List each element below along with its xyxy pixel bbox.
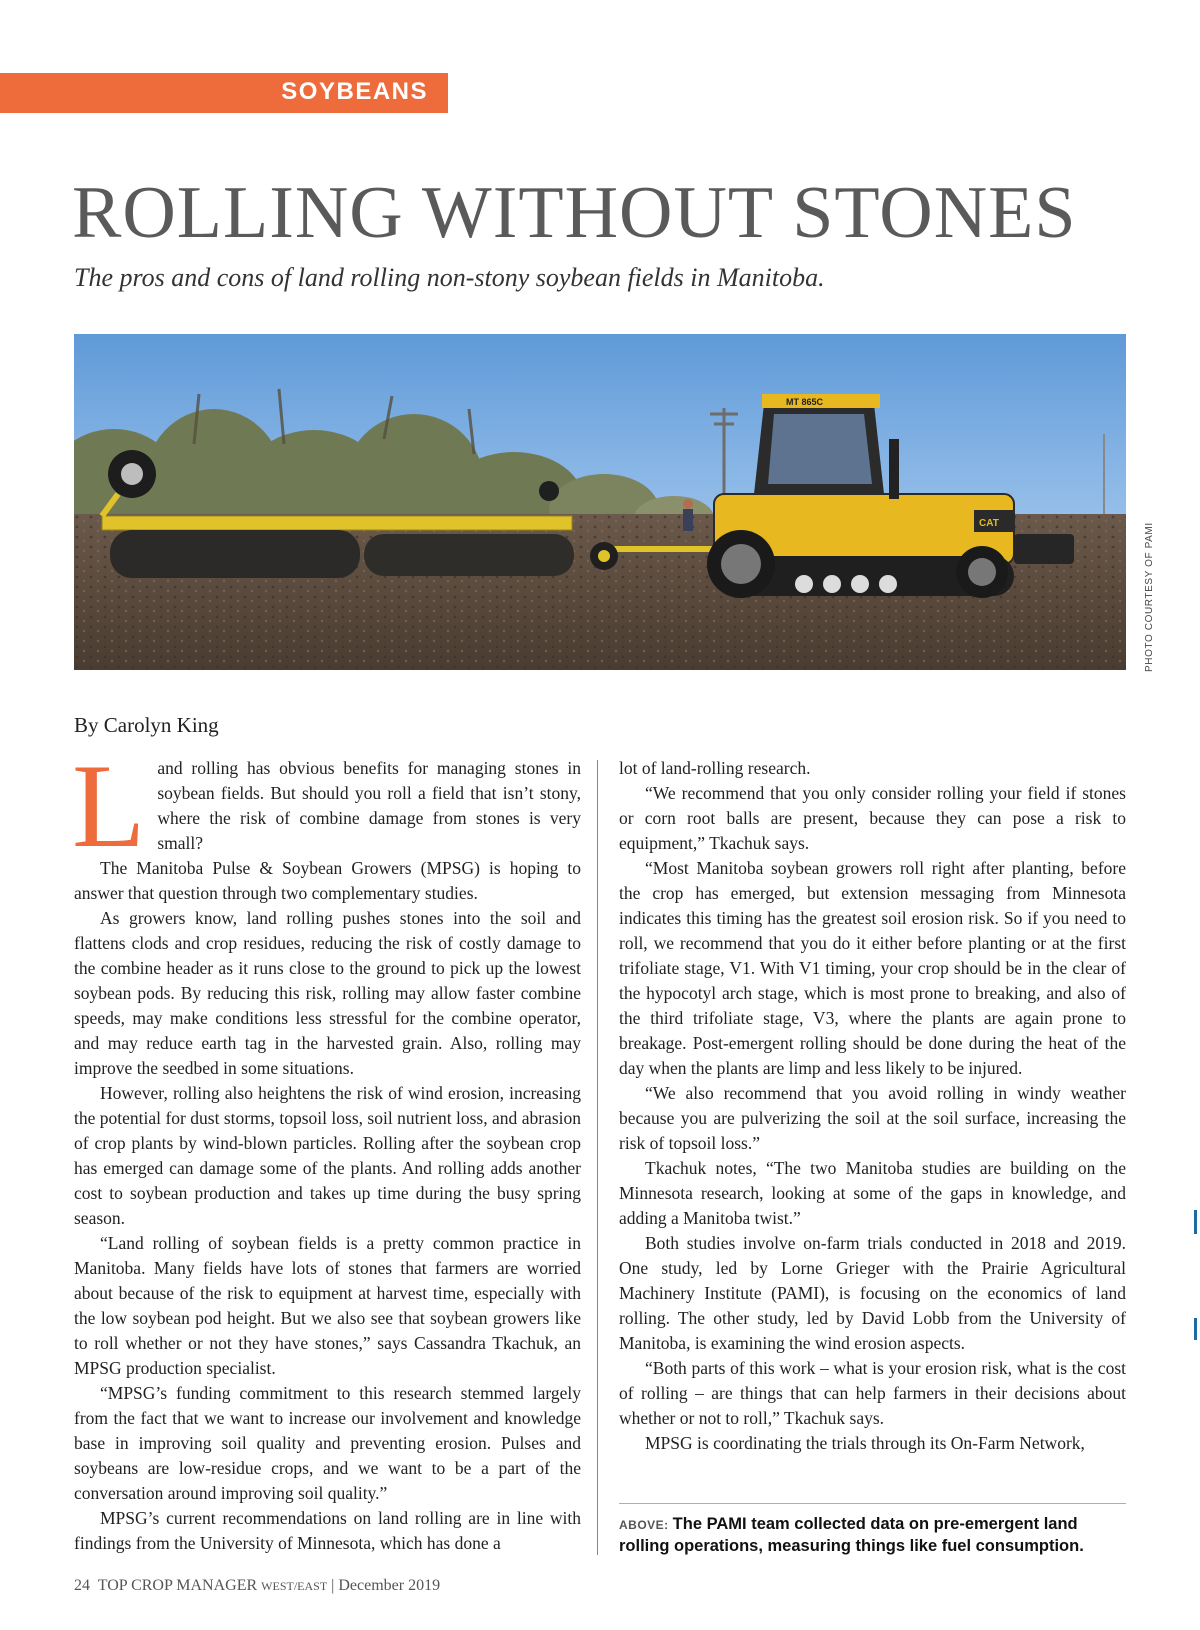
body-paragraph: The Manitoba Pulse & Soybean Growers (MPSG) is hoping to answer that question through two complementary studies. [74, 858, 581, 903]
photo-credit: PHOTO COURTESY OF PAMI [1144, 522, 1155, 672]
body-paragraph: “MPSG’s funding commitment to this research stemmed largely from the fact that we want to increase our involvement and knowledge base in improving soil quality and preventing erosion. Pulses and soybeans are low-residue crops, and we want to be a part of the conversation around improving soil quality.” [74, 1383, 581, 1503]
body-paragraph: “Both parts of this work – what is your erosion risk, what is the cost of rolling – are things that can help farmers in their decisions about whether or not to roll,” Tkachuk says. [619, 1358, 1126, 1428]
body-paragraph: Tkachuk notes, “The two Manitoba studies are building on the Minnesota research, looking at some of the gaps in knowledge, and adding a Manitoba twist.” [619, 1158, 1126, 1228]
footer-separator: | [331, 1577, 335, 1594]
magazine-name: TOP CROP MANAGER [97, 1577, 258, 1594]
body-paragraph: “We also recommend that you avoid rolling in windy weather because you are pulverizing the soil at the soil surface, increasing the risk of topsoil loss.” [619, 1083, 1126, 1153]
issue-date: December 2019 [338, 1577, 441, 1594]
tractor-badge: MT 865C [786, 397, 824, 407]
body-paragraph: As growers know, land rolling pushes stones into the soil and flattens clods and crop residues, reducing the risk of costly damage to the combine header as it runs close to the ground to pick up the lowest soybean pods. By reducing this risk, rolling may allow faster combine speeds, may make conditions less stressful for the combine operator, and may reduce earth tag in the harvested grain. Also, rolling may improve the seedbed in some situations. [74, 908, 581, 1078]
tractor-brand: CAT [979, 518, 999, 529]
article-column-2 [619, 756, 1126, 1456]
drop-cap: L [72, 739, 146, 872]
magazine-edition: WEST/EAST [261, 1579, 328, 1593]
photo-caption [619, 1514, 1119, 1557]
lead-paragraph: Land rolling has obvious benefits for managing stones in soybean fields. But should you roll a field that isn’t stony, where the risk of combine damage from stones is very small? [72, 739, 581, 872]
section-tag [0, 73, 448, 113]
body-paragraph: “We recommend that you only consider rolling your field if stones or corn root balls are present, because they can pose a risk to equipment,” Tkachuk says. [619, 783, 1126, 853]
caption-label: ABOVE: [619, 1518, 669, 1532]
caption-text: The PAMI team collected data on pre-emergent land rolling operations, measuring things like fuel consumption. [619, 1515, 1084, 1555]
edge-mark [1194, 1210, 1197, 1234]
headline: ROLLING WITHOUT STONES [72, 172, 1077, 254]
section-tag-label: SOYBEANS [281, 78, 428, 105]
page-number: 24 [74, 1577, 90, 1594]
feature-photo [74, 334, 1126, 670]
body-paragraph-continued: lot of land-rolling research. [619, 758, 811, 778]
body-paragraph: “Land rolling of soybean fields is a pretty common practice in Manitoba. Many fields have lots of stones that farmers are worried about because of the risk to equipment at harvest time, especially with the low soybean pod height. But we also see that soybean growers like to roll whether or not they have stones,” says Cassandra Tkachuk, an MPSG production specialist. [74, 1233, 581, 1378]
edge-mark [1194, 1318, 1197, 1340]
caption-rule [619, 1503, 1126, 1504]
person [683, 499, 693, 531]
deck: The pros and cons of land rolling non-stony soybean fields in Manitoba. [74, 263, 825, 292]
body-paragraph: Both studies involve on-farm trials conducted in 2018 and 2019. One study, led by Lorne Grieger with the Prairie Agricultural Machinery Institute (PAMI), is focusing on the economics of land rolling. The other study, led by David Lobb from the University of Manitoba, is examining the wind erosion aspects. [619, 1233, 1126, 1353]
body-paragraph: “Most Manitoba soybean growers roll right after planting, before the crop has emerged, but extension messaging from Minnesota indicates this timing has the greatest soil erosion risk. So if you need to roll, we recommend that you do it either before planting or at the first trifoliate stage, V1. With V1 timing, your crop should be in the clear of the hypocotyl arch stage, which is most prone to breaking, and also of the third trifoliate stage, V3, where the plants are again prone to breakage. Post-emergent rolling should be done during the heat of the day when the plants are limp and less likely to be injured. [619, 858, 1126, 1078]
body-paragraph: MPSG is coordinating the trials through its On-Farm Network, [645, 1433, 1085, 1453]
column-rule [597, 760, 598, 1555]
page-footer [74, 1577, 440, 1595]
article-column-1 [72, 739, 581, 1556]
body-paragraph: MPSG’s current recommendations on land rolling are in line with findings from the University of Minnesota, which has done a [74, 1508, 581, 1553]
body-paragraph: However, rolling also heightens the risk of wind erosion, increasing the potential for dust storms, topsoil loss, soil nutrient loss, and abrasion of crop plants by wind-blown particles. Rolling after the soybean crop has emerged can damage some of the plants. And rolling adds another cost to soybean production and takes up time during the busy spring season. [74, 1083, 581, 1228]
byline: By Carolyn King [74, 713, 219, 737]
